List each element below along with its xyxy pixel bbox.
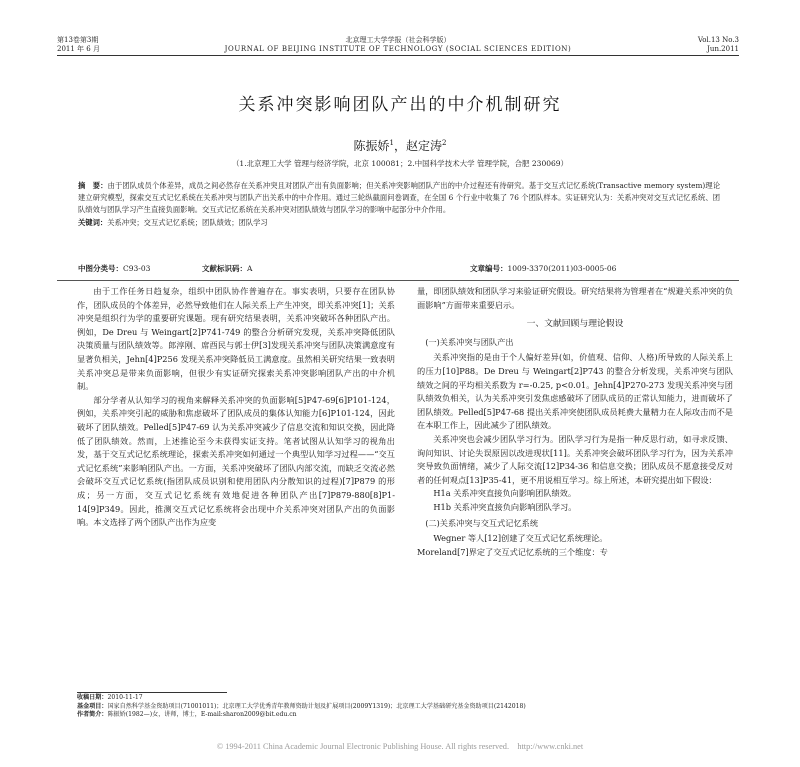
abstract-divider — [57, 280, 739, 281]
body-paragraph: 由于工作任务日趋复杂，组织中团队协作普遍存在。事实表明，只要存在团队协作，团队成员的个体差异，必然导致他们在人际关系上产生冲突，即关系冲突[1]；关系冲突是组织行为学的重要研究课题。现有研究结果表明，关系冲突破坏各种团队产出。例如，De Dreu 与 Weingart[2]P741-749 的整合分析研究发现，关系冲突降低团队决策质量与团队绩效等。郎淳刚、席酉民与郭士伊[3]发现关系冲突与团队决策满意度有显著负相关，Jehn[4]P256 发现关系冲突降低员工满意度。虽然相关研究结果一致表明关系冲突总是带来负面影响，但很少有实证研究探索关系冲突影响团队产出的中介机制。 — [77, 286, 395, 392]
abstract-block — [78, 180, 720, 229]
abstract — [78, 180, 720, 217]
body-column-left — [77, 285, 395, 530]
author-bio-value: 陈振娇(1982—)女，讲师，博士，E-mail:sharon2009@bit.edu.cn — [107, 711, 297, 719]
clc-label: 中图分类号： — [78, 264, 123, 273]
author-affiliation-mark: 2 — [442, 139, 447, 147]
copyright-notice: © 1994-2011 China Academic Journal Electronic Publishing House. All rights reserved. http://www.cnki.net — [216, 742, 584, 751]
footnote-block — [77, 694, 717, 720]
journal-name-en: JOURNAL OF BEIJING INSTITUTE OF TECHNOLOGY (SOCIAL SCIENCES EDITION) — [224, 45, 572, 53]
author-separator: ， — [393, 139, 406, 153]
received-label: 收稿日期： — [77, 694, 108, 701]
header-center — [57, 36, 739, 54]
document-code-label: 文献标识码： — [202, 264, 247, 273]
keywords-label: 关键词： — [78, 217, 108, 227]
affiliation: （1.北京理工大学 管理与经济学院，北京 100081；2.中国科学技术大学 管理学院，合肥 230069） — [231, 159, 569, 168]
body-paragraph: 量，即团队绩效和团队学习来验证研究假设。研究结果将为管理者在“规避关系冲突的负面影响”方面带来重要启示。 — [417, 286, 733, 310]
article-number-label: 文章编号： — [470, 264, 508, 273]
header-right — [698, 36, 739, 54]
body-column-right — [417, 285, 733, 559]
header-divider — [57, 55, 739, 56]
section-heading: 一、文献回顾与理论假设 — [526, 319, 624, 330]
article-number-value: 1009-3370(2011)03-0005-06 — [507, 264, 617, 273]
document-code-value: A — [247, 264, 253, 273]
body-paragraph: 部分学者从认知学习的视角来解释关系冲突的负面影响[5]P47-69[6]P101-124，例如，关系冲突引起的威胁和焦虑破坏了团队成员的集体认知能力[6]P101-124，因此破坏了团队绩效。Pelled[5]P47-69 认为关系冲突减少了信息交流和知识交换，因此降低了团队绩效。然而，上述推论至今未获得实证支持。笔者试图从认知学习的视角出发，基于交互式记忆系统理论，探索关系冲突如何通过一个典型认知学习过程——“交互式记忆系统”来影响团队产出。一方面，关系冲突破坏了团队内部交流，而缺乏交流必然会破坏交互式记忆系统(指团队成员识别和使用团队内分散知识的过程)[7]P879 的形成；另一方面，交互式记忆系统有效地促进各种团队产出[7]P879-880[8]P1-14[9]P349。因此，推测交互式记忆系统将会出现中介关系冲突对团队产出的负面影响。本文选择了两个团队产出作为应变 — [77, 394, 395, 528]
document-code — [202, 263, 252, 274]
received-date — [77, 694, 717, 703]
subsection-heading: (二)关系冲突与交互式记忆系统 — [425, 517, 539, 528]
author-line — [0, 137, 800, 154]
hypothesis-h1a: H1a 关系冲突直接负向影响团队绩效。 — [433, 488, 577, 499]
journal-name-cn: 北京理工大学学报（社会科学版） — [345, 36, 451, 44]
author-name: 赵定涛 — [406, 139, 443, 153]
issue-date: 2011 年 6 月 — [57, 45, 100, 53]
clc-value: C93-03 — [123, 264, 151, 273]
funding — [77, 703, 717, 712]
author-bio-label: 作者简介： — [77, 711, 108, 719]
funding-value: 国家自然科学基金资助项目(71001011)；北京理工大学优秀青年教师资助计划及扩展项目(2009Y1319)；北京理工大学基础研究基金资助项目(2142018) — [107, 702, 526, 710]
keywords-text: 关系冲突；交互式记忆系统；团队绩效；团队学习 — [107, 217, 268, 227]
issue-date-en: Jun.2011 — [707, 45, 739, 53]
funding-label: 基金项目： — [77, 702, 108, 710]
received-value: 2010-11-17 — [107, 694, 143, 701]
hypothesis-h1b: H1b 关系冲突直接负向影响团队学习。 — [433, 501, 577, 512]
article-number — [470, 263, 616, 274]
footnote-divider — [77, 692, 227, 693]
volume-issue: 第13卷第3期 — [57, 36, 99, 44]
body-paragraph: Wegner 等人[12]创建了交互式记忆系统理论。 — [433, 533, 608, 544]
volume-issue-en: Vol.13 No.3 — [697, 36, 739, 44]
body-paragraph: 关系冲突也会减少团队学习行为。团队学习行为是指一种反思行动，如寻求反馈、询问知识、讨论失误原因以改进现状[11]。关系冲突会破坏团队学习行为，因为关系冲突导致负面情绪，减少了人际交流[12]P34-36 和信息交换；团队成员不愿意接受反对者的任何观点[13]P35-41，更不用说相互学习。综上所述，本研究提出如下假设： — [417, 433, 733, 485]
author-name: 陈振娇 — [353, 139, 390, 153]
author-bio — [77, 711, 717, 720]
abstract-text: 由于团队成员个体差异，成员之间必然存在关系冲突且对团队产出有负面影响；但关系冲突影响团队产出的中介过程还有待研究。基于交互式记忆系统(Transactive memory system)理论建立研究模型，探索交互式记忆系统在关系冲突与团队产出关系中的中介作用。通过三轮纵截面问卷调查，在全国 6 个行业中收集了 76 个团队样本。实证研究认为：关系冲突对交互式记忆系统、团队绩效与团队学习产生直接负面影响。交互式记忆系统在关系冲突对团队绩效与团队学习的影响中起部分中介作用。 — [78, 181, 721, 215]
keywords — [78, 217, 720, 229]
subsection-heading: (一)关系冲突与团队产出 — [425, 336, 514, 347]
author-affiliation-mark: 1 — [389, 139, 394, 147]
abstract-label: 摘 要： — [78, 181, 108, 190]
body-paragraph: 关系冲突指的是由于个人偏好差异(如，价值观、信仰、人格)所导致的人际关系上的压力[10]P88。De Dreu 与 Weingart[2]P743 的整合分析发现，关系冲突与团队绩效之间的平均相关系数为 r=-0.25, p<0.01。Jehn[4]P270-273 发现关系冲突与团队绩效负相关，认为关系冲突引发焦虑感破坏了团队成员的正常认知能力，进而破坏了团队绩效。Pelled[5]P47-68 提出关系冲突使团队成员耗费大量精力在人际攻击而不是在本职工作上，因此减少了团队绩效。 — [417, 352, 733, 431]
article-title: 关系冲突影响团队产出的中介机制研究 — [238, 95, 562, 115]
clc-number — [78, 263, 150, 274]
body-paragraph: Moreland[7]界定了交互式记忆系统的三个维度：专 — [417, 546, 608, 557]
